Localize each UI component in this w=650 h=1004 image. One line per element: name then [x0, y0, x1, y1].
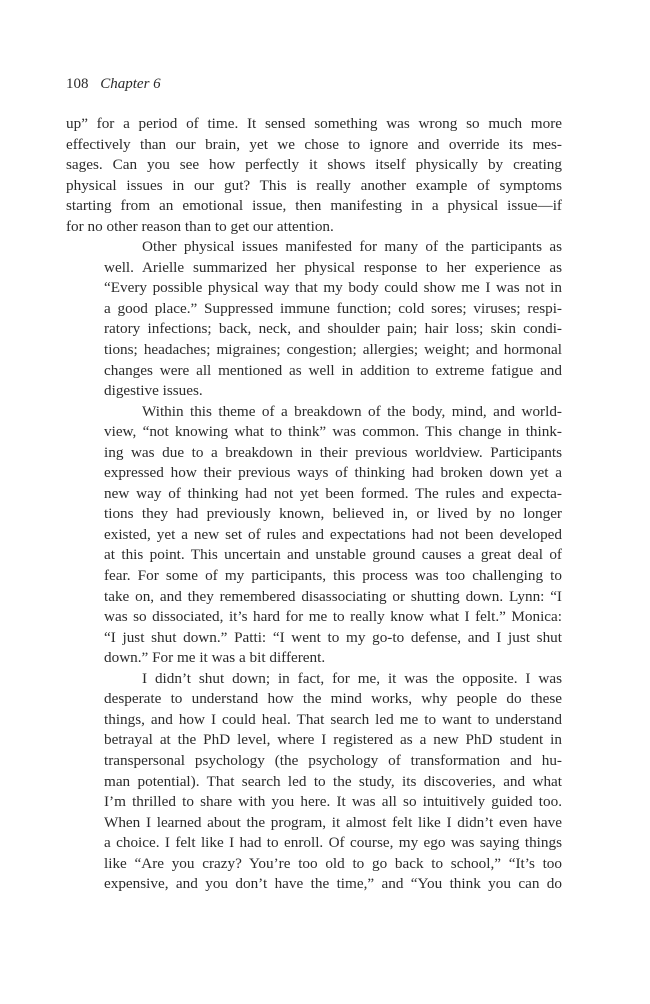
chapter-label: Chapter 6: [100, 76, 161, 92]
text-line: changes were all mentioned as well in addition to extreme fatigue and: [104, 361, 562, 379]
text-line: expressed how their previous ways of thinking had broken down yet a: [104, 464, 562, 482]
text-line: Within this theme of a breakdown of the body, mind, and world-: [142, 402, 562, 420]
text-line: view, “not knowing what to think” was common. This change in think-: [104, 423, 562, 441]
paragraph: [66, 114, 562, 237]
text-line: effectively than our brain, yet we chose to ignore and override its mes-: [66, 135, 562, 153]
text-line: a good place.” Suppressed immune function; cold sores; viruses; respi-: [104, 299, 562, 317]
text-line: “I just shut down.” Patti: “I went to my go-to defense, and I just shut: [104, 628, 562, 646]
text-line: expensive, and you don’t have the time,” and “You think you can do: [104, 875, 562, 893]
body-text: [66, 114, 562, 895]
text-line: desperate to understand how the mind works, why people do these: [104, 690, 562, 708]
text-line: at this point. This uncertain and unstable ground causes a great deal of: [104, 546, 562, 564]
text-line: down.” For me it was a bit different.: [104, 649, 326, 667]
text-line: tions they had previously known, believed in, or lived by no longer: [104, 505, 562, 523]
text-line: new way of thinking had not yet been formed. The rules and expecta-: [104, 484, 562, 502]
running-header: [66, 76, 161, 93]
text-line: I didn’t shut down; in fact, for me, it was the opposite. I was: [142, 669, 562, 687]
text-line: betrayal at the PhD level, where I registered as a new PhD student in: [104, 731, 562, 749]
text-line: ratory infections; back, neck, and shoulder pain; hair loss; skin condi-: [104, 320, 562, 338]
text-line: up” for a period of time. It sensed something was wrong so much more: [66, 115, 562, 132]
text-line: digestive issues.: [104, 382, 203, 400]
paragraph: [66, 669, 562, 895]
text-line: physical issues in our gut? This is really another example of symptoms: [66, 176, 562, 194]
text-line: man potential). That search led to the study, its discoveries, and what: [104, 772, 562, 790]
text-line: well. Arielle summarized her physical response to her experience as: [104, 258, 562, 276]
paragraph: [66, 237, 562, 401]
page-number: 108: [66, 76, 89, 92]
paragraph: [66, 402, 562, 669]
text-line: a choice. I felt like I had to enroll. Of course, my ego was saying things: [104, 834, 562, 852]
text-line: things, and how I could heal. That search led me to want to understand: [104, 710, 562, 728]
text-line: fear. For some of my participants, this process was too challenging to: [104, 567, 562, 585]
text-line: tions; headaches; migraines; congestion; allergies; weight; and hormonal: [104, 341, 562, 359]
text-line: When I learned about the program, it almost felt like I didn’t even have: [104, 813, 562, 831]
text-line: like “Are you crazy? You’re too old to go back to school,” “It’s too: [104, 854, 562, 872]
text-line: ing was due to a breakdown in their previous worldview. Participants: [104, 443, 562, 461]
text-line: starting from an emotional issue, then manifesting in a physical issue—if: [66, 197, 562, 215]
text-line: Other physical issues manifested for many of the participants as: [142, 238, 562, 256]
text-line: I’m thrilled to share with you here. It was all so intuitively guided too.: [104, 793, 562, 811]
text-line: take on, and they remembered disassociating or shutting down. Lynn: “I: [104, 587, 562, 605]
text-line: was so dissociated, it’s hard for me to really know what I felt.” Monica:: [104, 608, 562, 626]
text-line: existed, yet a new set of rules and expectations had not been developed: [104, 525, 562, 543]
text-line: for no other reason than to get our attention.: [66, 217, 334, 235]
text-line: transpersonal psychology (the psychology of transformation and hu-: [104, 751, 562, 769]
text-line: “Every possible physical way that my body could show me I was not in: [104, 279, 562, 297]
text-line: sages. Can you see how perfectly it shows itself physically by creating: [66, 156, 562, 174]
